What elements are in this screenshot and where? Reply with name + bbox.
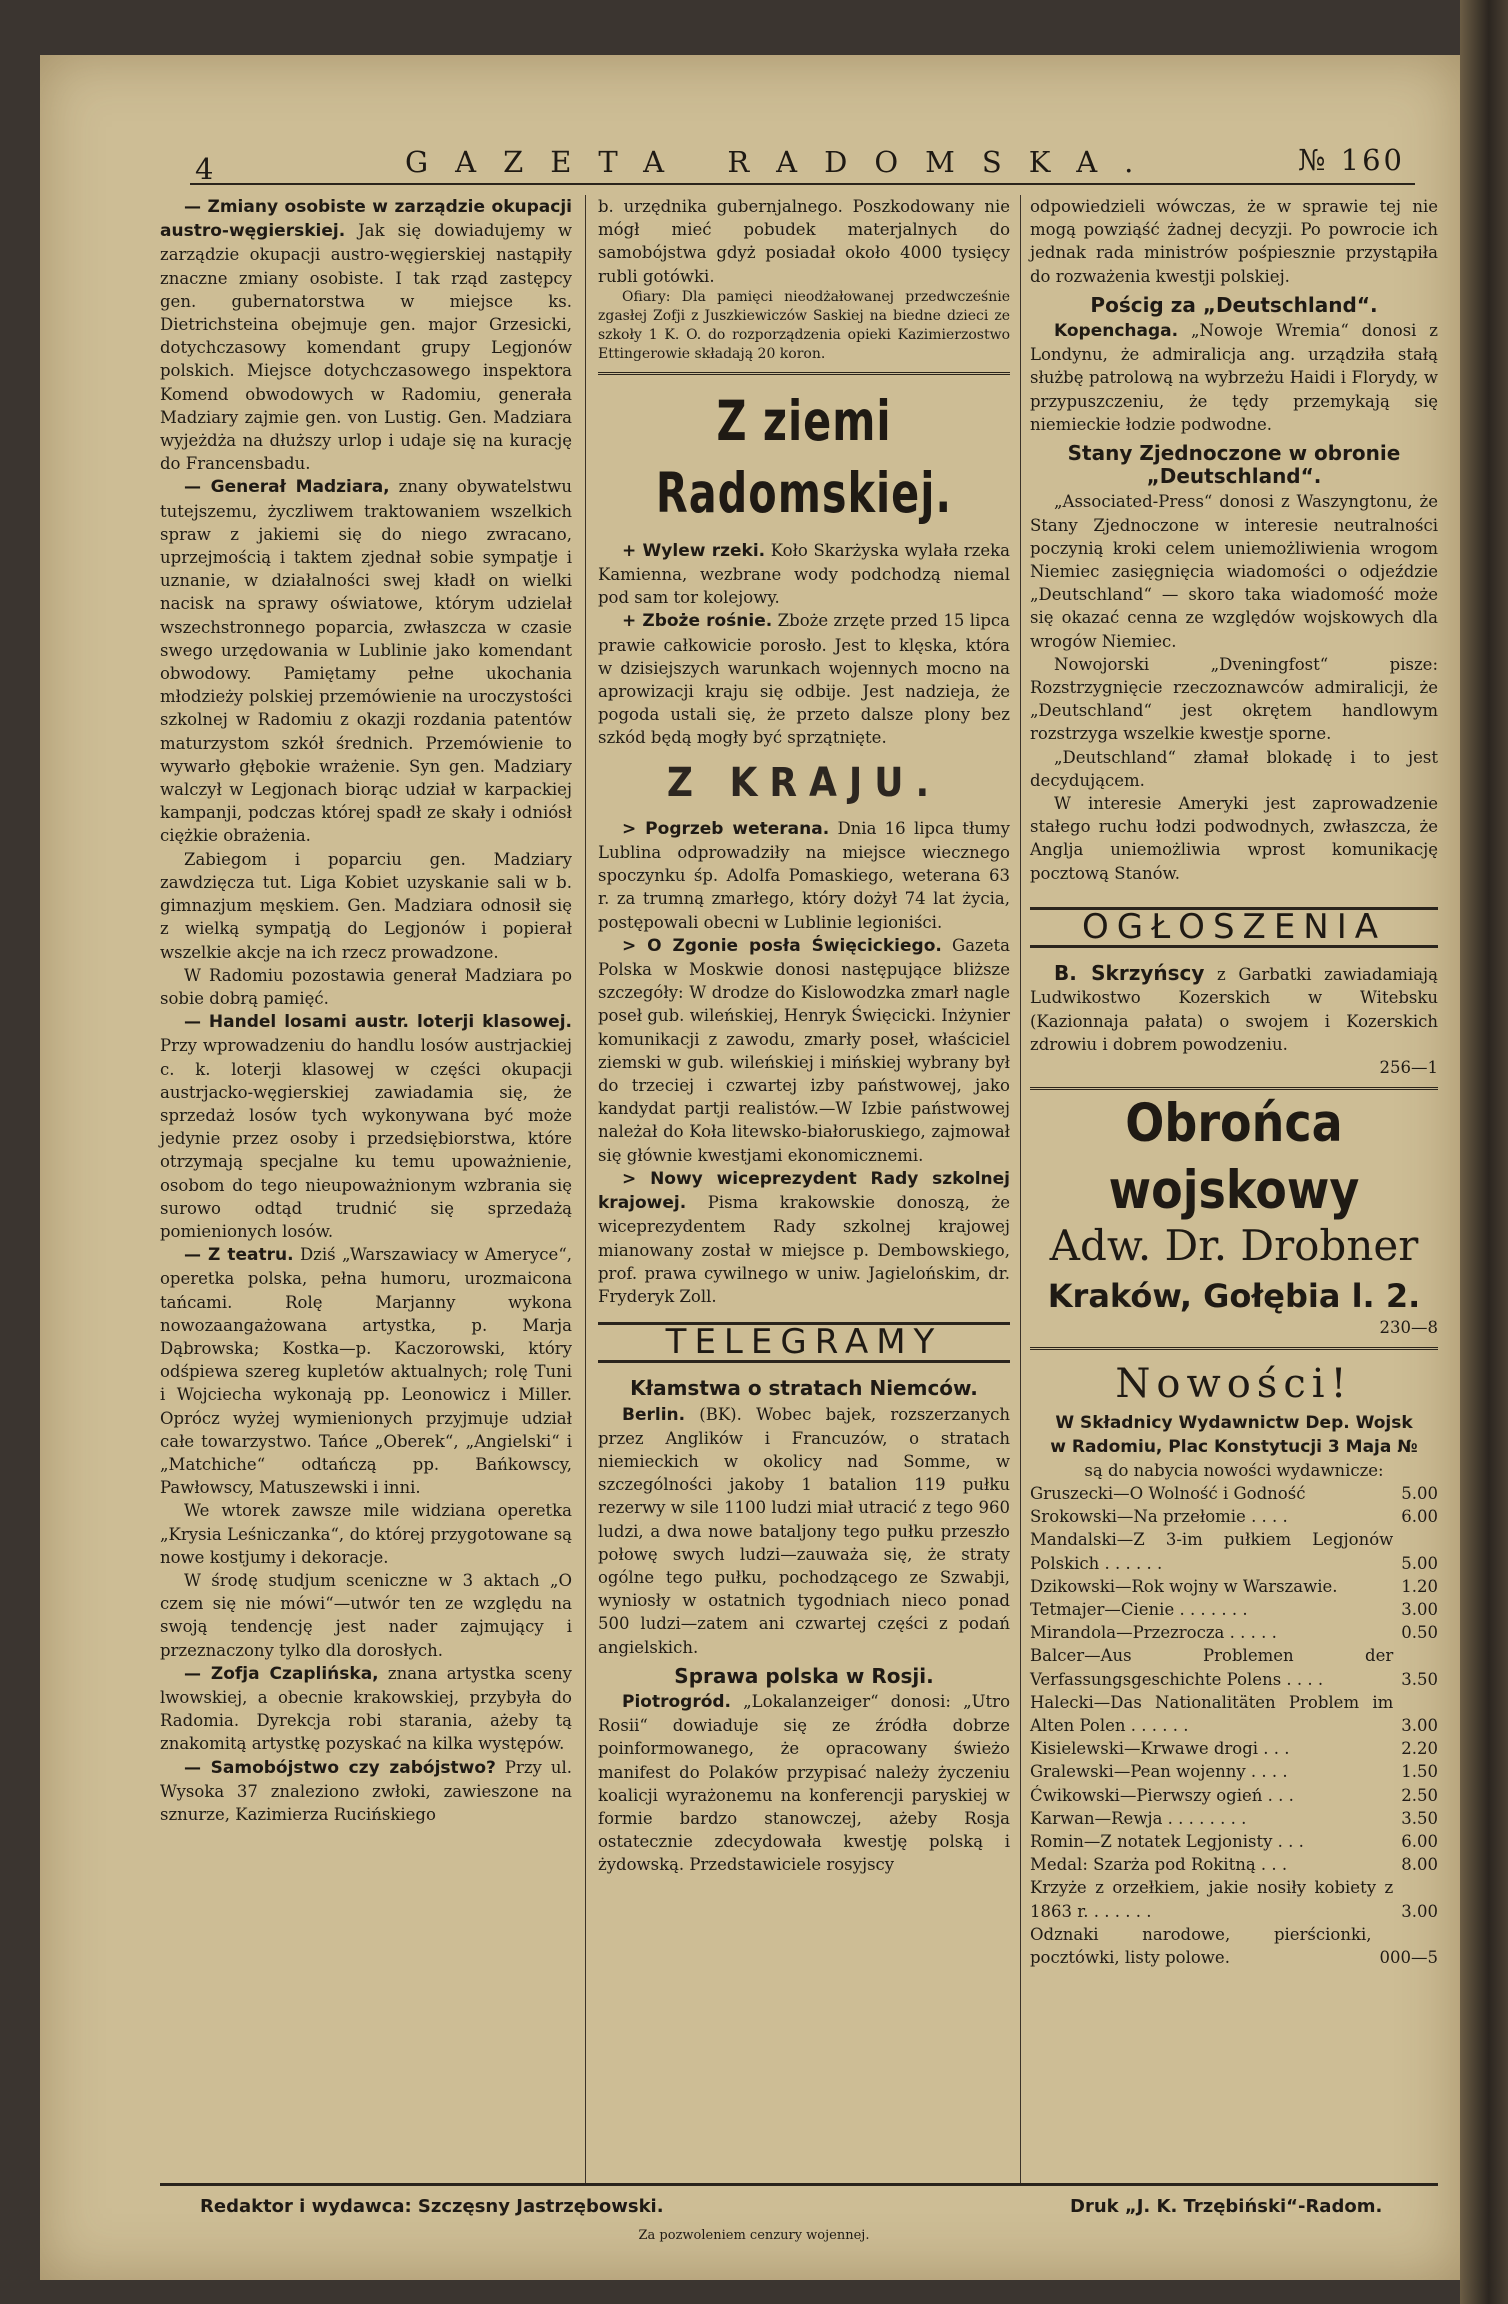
book-title: Karwan—Rewja . . . . . . . . (1030, 1808, 1247, 1828)
telegram-piotrogrod: Piotrogród. „Lokalanzeiger“ donosi: „Utro Rosii“ dowiaduje się ze źródła dobrze poinformowanego, że opracowany świeżo manifest do Polaków przypisać należy życzeniu koalicji wyrażonemu na konferencji paryskiej w formie bardzo stanowczej, ażeby Rosja ostatecznie zdecydowała kwestję polską i żydowską. Przedstawiciele rosyjscy (598, 1691, 1010, 1875)
book-price: 3.50 (1401, 1669, 1438, 1689)
book-price: 5.00 (1401, 1483, 1438, 1503)
ad-code: 230—8 (1379, 1318, 1438, 1338)
section-head-ogloszenia: OGŁOSZENIA (1030, 907, 1438, 948)
book-price: 3.00 (1401, 1901, 1438, 1921)
ad-nowosci-sub: w Radomiu, Plac Konstytucji 3 Maja № (1050, 1436, 1418, 1457)
book-price: 6.00 (1401, 1507, 1438, 1527)
column-2 (598, 195, 1010, 1877)
paragraph: „Associated-Press“ donosi z Waszyngtonu, że Stany Zjednoczone w interesie neutralności poczynią kroki celem uniemożliwienia wrogom Niemiec zasięgnięcia wiadomości o odjeździe „Deutschland“ — skoro taka wiadomość może się okazać cenna ze względów wojskowych dla wrogów Niemiec. (1030, 492, 1438, 651)
book-price: 2.20 (1401, 1739, 1438, 1759)
book-price: 1.50 (1401, 1762, 1438, 1782)
book-item (1030, 1575, 1438, 1598)
book-price: 0.50 (1401, 1623, 1438, 1643)
book-item (1030, 1621, 1438, 1644)
article-zmiany: — Zmiany osobiste w zarządzie okupacji austro-węgierskiej. Jak się dowiadujemy w zarządzie okupacji austro-węgierskiej nastąpiły znaczne zmiany osobiste. I tak rząd zastępcy gen. gubernatorstwa w miejsce ks. Dietrichsteina obejmuje gen. major Grzesicki, dotychczasowy komendant grupy Legjonów polskich. Miejsce dotychczasowego inspektora Komend obwodowych w Radomiu, generała Madziary zajmie gen. von Lustig. Gen. Madziara wyjeżdża na dłuższy urlop i udaje się na kurację do Francensbadu. (160, 197, 572, 474)
ad-nowosci-title: Nowości! (1115, 1361, 1353, 1408)
book-item (1030, 1482, 1438, 1505)
book-title: Romin—Z notatek Legjonisty . . . (1030, 1831, 1304, 1851)
paragraph: W interesie Ameryki jest zaprowadzenie stałego ruchu łodzi podwodnych, zwłaszcza, że Anglja uniemożliwia wprost komunikację pocztową Stanów. (1030, 794, 1438, 883)
article-samobojstwo: — Samobójstwo czy zabójstwo? Przy ul. Wysoka 37 znaleziono zwłoki, zawieszone na sznurze, Kazimierza Rucińskiego (160, 1757, 572, 1825)
column-1 (160, 195, 572, 1826)
book-item (1030, 1830, 1438, 1853)
ad-obronca: Obrońca wojskowy (1108, 1091, 1360, 1221)
ad-nowosci-sub: są do nabycia nowości wydawnicze: (1084, 1460, 1384, 1480)
book-title: Balcer—Aus Problemen der Verfassungsgeschichte Polens . . . . (1030, 1646, 1394, 1689)
book-item (1030, 1853, 1438, 1876)
book-title: Tetmajer—Cienie . . . . . . . (1030, 1599, 1248, 1619)
book-item (1030, 1807, 1438, 1830)
article-swiecicki: > O Zgonie posła Święcickiego. Gazeta Polska w Moskwie donosi następujące bliższe szczegóły: W drodze do Kislowodzka zmarł nagle poseł gub. wileńskiej, Henryk Święcicki. Inżynier komunikacji z zawodu, zmarły poseł, właściciel ziemski w gub. wileńskiej i mińskiej wybrany był do trzeciej i czwartej izby państwowej, jako kandydat partji realistów.—W Izbie państwowej należał do Koła litewsko-białoruskiego, zajmował się głównie kwestjami ekonomicznemi. (598, 935, 1010, 1165)
book-price: 8.00 (1401, 1855, 1438, 1875)
book-price: 1.20 (1401, 1576, 1438, 1596)
book-price: 3.00 (1401, 1715, 1438, 1735)
article-loterja: — Handel losami austr. loterji klasowej. Przy wprowadzeniu do handlu losów austrjackiej c. k. loterji klasowej w części okupacji austrjacko-węgierskiej zawiadamia się, że sprzedaż losów tych wykonywana być może jedynie przez osoby i przedsiębiorstwa, które otrzymają specjalne ku temu upoważnienie, osobom do tego nieupoważnionym wzbrania się surowo odtąd trudnić się sprzedażą pomienionych losów. (160, 1012, 572, 1241)
masthead-rule (190, 183, 1415, 185)
book-item (1030, 1644, 1438, 1690)
issue-number: № 160 (1297, 143, 1405, 177)
book-title: Dzikowski—Rok wojny w Warszawie. (1030, 1576, 1338, 1596)
column-divider-2 (1020, 195, 1021, 2185)
page-number: 4 (195, 152, 217, 186)
telegram-head-klamstwa: Kłamstwa o stratach Niemców. (630, 1376, 978, 1401)
ad-rule (1030, 1347, 1438, 1350)
book-price: 3.50 (1401, 1808, 1438, 1828)
telegram-kopenhaga: Kopenchaga. „Nowoje Wremia“ donosi z Londynu, że admiralicja ang. urządziła stałą służbę patrolową na wybrzeżu Haidi i Florydy, w przypuszczeniu, że tędy przemykają się niemieckie łodzie podwodne. (1030, 321, 1438, 434)
book-title: Gralewski—Pean wojenny . . . . (1030, 1762, 1288, 1782)
article-wiceprezydent: > Nowy wiceprezydent Rady szkolnej krajowej. Pisma krakowskie donoszą, że wiceprezydentem Rady szkolnej krajowej mianowany został w miejsce p. Dembowskiego, prof. prawa cywilnego w uniw. Jagielońskim, dr. Fryderyk Zoll. (598, 1168, 1010, 1306)
masthead (195, 140, 1415, 186)
newspaper-title: GAZETA RADOMSKA. (405, 145, 1161, 179)
book-price: 000—5 (1379, 1947, 1438, 1967)
book-title: Gruszecki—O Wolność i Godność (1030, 1483, 1306, 1503)
book-item (1030, 1691, 1438, 1737)
telegram-head-sprawa: Sprawa polska w Rosji. (674, 1663, 934, 1688)
paragraph: We wtorek zawsze mile widziana operetka „Krysia Leśniczanka“, do której przygotowane są nowe kostjumy i dekoracje. (160, 1501, 572, 1567)
column-divider-1 (585, 195, 586, 2185)
paragraph: odpowiedzieli wówczas, że w sprawie tej nie mogą powziąść żadnej decyzji. Po powrocie ich jednak rada ministrów pośpiesznie przystąpiła do rozważenia kwestji polskiej. (1030, 197, 1438, 286)
section-head-ziemi: Z ziemi Radomskiej. (655, 388, 953, 526)
book-price: 3.00 (1401, 1599, 1438, 1619)
telegram-head-poscig: Pościg za „Deutschland“. (1090, 292, 1378, 317)
book-title: Mandalski—Z 3-im pułkiem Legjonów Polskich . . . . . . (1030, 1530, 1394, 1573)
book-price: 2.50 (1401, 1785, 1438, 1805)
article-teatr: — Z teatru. Dziś „Warszawiacy w Ameryce“, operetka polska, pełna humoru, urozmaicona tańcami. Rolę Marjanny wykona nowozaangażowana artystka, p. Marja Dąbrowska; Kostka—p. Kaczorowski, który odśpiewa szereg kupletów aktualnych; rolę Tuni i Wojciecha wykonają pp. Leonowicz i Miller. Oprócz wyżej wymienionych przyjmuje udział całe towarzystwo. Tańce „Oberek“, „Angielski“ i „Matchiche“ odtańczą pp. Bańkowscy, Pawłowscy, Matuszewski i inni. (160, 1245, 572, 1498)
section-rule (598, 372, 1010, 375)
book-title: Mirandola—Przezrocza . . . . . (1030, 1623, 1277, 1643)
section-head-telegramy: TELEGRAMY (598, 1322, 1010, 1363)
book-title: Odznaki narodowe, pierścionki, pocztówki, listy polowe. (1030, 1924, 1372, 1967)
book-title: Krzyże z orzełkiem, jakie nosiły kobiety z 1863 r. . . . . . . (1030, 1878, 1394, 1921)
paragraph: Nowojorski „Dveningfost“ pisze: Rozstrzygnięcie rzeczoznawców admiralicji, że „Deutschland“ jest okrętem handlowym rozstrzyga wszelkie kwestje sporne. (1030, 654, 1438, 744)
book-item (1030, 1923, 1438, 1969)
book-price: 6.00 (1401, 1831, 1438, 1851)
book-price: 5.00 (1401, 1553, 1438, 1573)
ad-skrzynscy: B. Skrzyńscy z Garbatki zawiadamiają Ludwikostwo Kozerskich w Witebsku (Kazionnaja pałata) o swojem i Kozerskich zdrowiu i dobrem powodzeniu. (1030, 961, 1438, 1054)
telegram-berlin: Berlin. (BK). Wobec bajek, rozszerzanych przez Anglików i Francuzów, o stratach niemieckich w okolicy nad Somme, w szczególności jakoby 1 batalion 119 pułku rezerwy w sile 1100 ludzi miał utracić z tego 960 ludzi, a dwa nowe bataljony tego pułku przeszło połowę swych ludzi—zauważa się, że straty ogólne tego pułku, pochodzącego ze Szwabji, wyniosły w ostatnich tygodniach nieco ponad 500 ludzi—zatem ani czwartej części z podań angielskich. (598, 1404, 1010, 1657)
footer-editor: Redaktor i wydawca: Szczęsny Jastrzębowski. (200, 2196, 664, 2217)
paragraph: Zabiegom i poparciu gen. Madziary zawdzięcza tut. Liga Kobiet uzyskanie sali w b. gimnazjum męskiem. Gen. Madziara odnosił się z wielką sympatją do Legjonów i popierał wszelkie akcje na ich rzecz prowadzone. (160, 849, 572, 962)
book-item (1030, 1528, 1438, 1574)
book-item (1030, 1876, 1438, 1922)
paragraph: „Deutschland“ złamał blokadę i to jest decydującem. (1030, 747, 1438, 790)
book-title: Ćwikowski—Pierwszy ogień . . . (1030, 1785, 1294, 1805)
book-item (1030, 1737, 1438, 1760)
column-3 (1030, 195, 1438, 1969)
article-pogrzeb: > Pogrzeb weterana. Dnia 16 lipca tłumy Lublina odprowadziły na miejsce wiecznego spoczynku śp. Adolfa Pomaskiego, weterana 63 r. za trumną zmarłego, który dożył 74 lat życia, postępowali obecni w Lublinie legioniści. (598, 818, 1010, 932)
book-title: Kisielewski—Krwawe drogi . . . (1030, 1739, 1290, 1759)
section-head-kraju: Z KRAJU. (666, 759, 942, 806)
book-title: Srokowski—Na przełomie . . . . (1030, 1507, 1288, 1527)
ad-adwokat: Adw. Dr. Drobner (1049, 1221, 1419, 1271)
binding-edge (1460, 0, 1508, 2304)
book-list (1030, 1482, 1438, 1969)
book-item (1030, 1760, 1438, 1783)
book-title: Halecki—Das Nationalitäten Problem im Alten Polen . . . . . . (1030, 1692, 1394, 1735)
ad-code: 256—1 (1379, 1057, 1438, 1077)
ad-nowosci-sub: W Składnicy Wydawnictw Dep. Wojsk (1055, 1413, 1413, 1434)
book-title: Medal: Szarża pod Rokitną . . . (1030, 1855, 1288, 1875)
paragraph: b. urzędnika gubernjalnego. Poszkodowany nie mógł mieć pobudek materjalnych do samobójstwa gdyż posiadał około 4000 tysięcy rubli gotówki. (598, 197, 1010, 286)
book-item (1030, 1784, 1438, 1807)
footer-censor: Za pozwoleniem cenzury wojennej. (638, 2228, 870, 2243)
telegram-head-stany: Stany Zjednoczone w obronie „Deutschland“. (1067, 441, 1401, 489)
book-item (1030, 1598, 1438, 1621)
paragraph: W Radomiu pozostawia generał Madziara po sobie dobrą pamięć. (160, 965, 572, 1008)
footer-printer: Druk „J. K. Trzębiński“-Radom. (1070, 2196, 1383, 2217)
footer-rule (160, 2183, 1438, 2186)
ad-address: Kraków, Gołębia l. 2. (1047, 1277, 1421, 1316)
paragraph: W środę studjum sceniczne w 3 aktach „O czem się nie mówi“—utwór ten ze względu na swoją tendencję jest nader zajmujący i przeznaczony tylko dla dorosłych. (160, 1570, 572, 1660)
article-czaplinska: — Zofja Czaplińska, znana artystka sceny lwowskiej, a obecnie krakowskiej, przybyła do Radomia. Dyrekcja robi starania, ażeby tą znakomitą artystkę pozyskać na kilka występów. (160, 1663, 572, 1754)
book-item (1030, 1505, 1438, 1528)
article-madziara: — Generał Madziara, znany obywatelstwu tutejszemu, życzliwem traktowaniem wszelkich spraw z jakiemi się do niego zwracano, uprzejmością i taktem zjednał sobie sympatje i uznanie, w działalności swej kładł on wielki nacisk na sprawy oświatowe, którym udzielał wszechstronnego poparcia, zwłaszcza w czasie swego urzędowania w Lublinie jako komendant obwodowy. Pamiętamy pełne ukochania młodzieży polskiej przemówienie na uroczystości szkolnej w Radomiu z okazji rozdania patentów maturzystom szkół średnich. Przemówienie to wywarło głębokie wrażenie. Syn gen. Madziary walczył w Legjonach biorąc udział w karpackiej kampanji, podczas której spadł ze skały i odniósł ciężkie obrażenia. (160, 477, 573, 846)
article-zboze: + Zboże rośnie. Zboże zrzęte przed 15 lipca prawie całkowicie porosło. Jest to klęska, która w dzisiejszych warunkach wojennych mocno na aprowizacji kraju się odbije. Jest nadzieja, że pogoda ustali się, że przeto dalsze plony bez szkód będą mogły być sprzątnięte. (598, 611, 1011, 748)
article-wylew: + Wylew rzeki. Koło Skarżyska wylała rzeka Kamienna, wezbrane wody podchodzą niemal pod sam tor kolejowy. (598, 540, 1011, 608)
ofiary-notice: Ofiary: Dla pamięci nieodżałowanej przedwcześnie zgasłej Zofji z Juszkiewiczów Saskiej na biedne dzieci ze szkoły 1 K. O. do rozporządzenia opieki Kazimierzostwo Ettingerowie składają 20 koron. (598, 288, 1010, 362)
